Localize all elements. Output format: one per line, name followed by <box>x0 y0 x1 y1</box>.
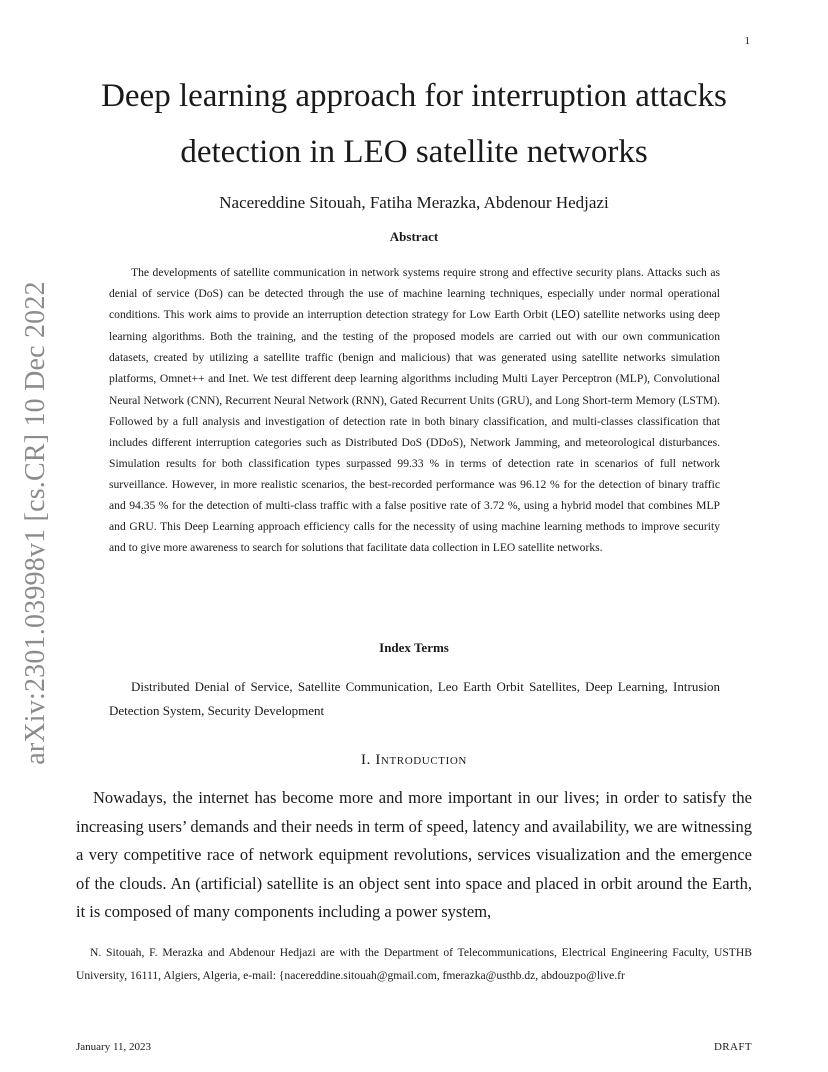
section-number: I. <box>361 752 371 768</box>
abstract-heading: Abstract <box>389 229 439 244</box>
introduction-paragraph: Nowadays, the internet has become more and more important in our lives; in order to satisfy the increasing users’ demands and their needs in term of speed, latency and availability, we are witnessing a very competitive race of network equipment revolutions, services visualization and the emergence of the clouds. An (artificial) satellite is an object sent into space and placed in orbit around the Earth, it is composed of many components including a power system, <box>76 788 752 922</box>
paper-title: Deep learning approach for interruption attacks detection in LEO satellite networks <box>101 78 727 170</box>
abstract-text-part-2: ) satellite networks using deep learning algorithms. Both the training, and the testing of the proposed models are carried out with our own communication datasets, created by utilizing a satellite traffic (benign and malicious) that was generated using satellite networks simulation platforms, Omnet++ and Inet. We test different deep learning algorithms including Multi Layer Perceptron (MLP), Convolutional Neural Network (CNN), Recurrent Neural Network (RNN), Gated Recurrent Units (GRU), and Long Short-term Memory (LSTM). Followed by a full analysis and investigation of detection rate in both binary classification, and multi-classes classification that includes different interruption categories such as Distributed DoS (DDoS), Network Jamming, and meteorological disturbances. Simulation results for both classification types surpassed 99.33 % in terms of detection rate in scenarios of full network surveillance. However, in more realistic scenarios, the best-recorded performance was 96.12 % for the detection of binary traffic and 94.35 % for the detection of multi-class traffic with a false positive rate of 3.72 %, using a hybrid model that combines MLP and GRU. This Deep Learning approach efficiency calls for the necessity of using machine learning methods to improve security and to give more awareness to search for solutions that facilitate data collection in LEO satellite networks. <box>109 308 720 555</box>
page-number: 1 <box>744 35 750 47</box>
author-affiliation-footnote: N. Sitouah, F. Merazka and Abdenour Hedjazi are with the Department of Telecommunications, Electrical Engineering Faculty, USTHB University, 16111, Algiers, Algeria, e-mail: {nacereddine.sitouah@gmail.com, fmerazka@usthb.dz, abdouzpo@live.fr <box>76 946 752 982</box>
author-list: Nacereddine Sitouah, Fatiha Merazka, Abdenour Hedjazi <box>219 193 609 212</box>
footer-draft-label: DRAFT <box>713 1041 752 1053</box>
section-title: Introduction <box>375 752 467 768</box>
index-terms-text: Distributed Denial of Service, Satellite Communication, Leo Earth Orbit Satellites, Deep Learning, Intrusion Detection System, Security Development <box>109 679 720 718</box>
section-heading <box>60 752 768 769</box>
abstract-text <box>109 262 720 558</box>
abstract-leo-acronym: LEO <box>555 309 576 322</box>
abstract-text-part-1: The developments of satellite communication in network systems require strong and effective security plans. Attacks such as denial of service (DoS) can be detected through the use of machine learning techniques, especially under normal operational conditions. This work aims to provide an interruption detection strategy for Low Earth Orbit ( <box>109 266 720 322</box>
index-terms-heading: Index Terms <box>379 640 449 655</box>
arxiv-identifier-stamp: arXiv:2301.03998v1 [cs.CR] 10 Dec 2022 <box>20 281 51 765</box>
footer-date: January 11, 2023 <box>76 1041 152 1053</box>
